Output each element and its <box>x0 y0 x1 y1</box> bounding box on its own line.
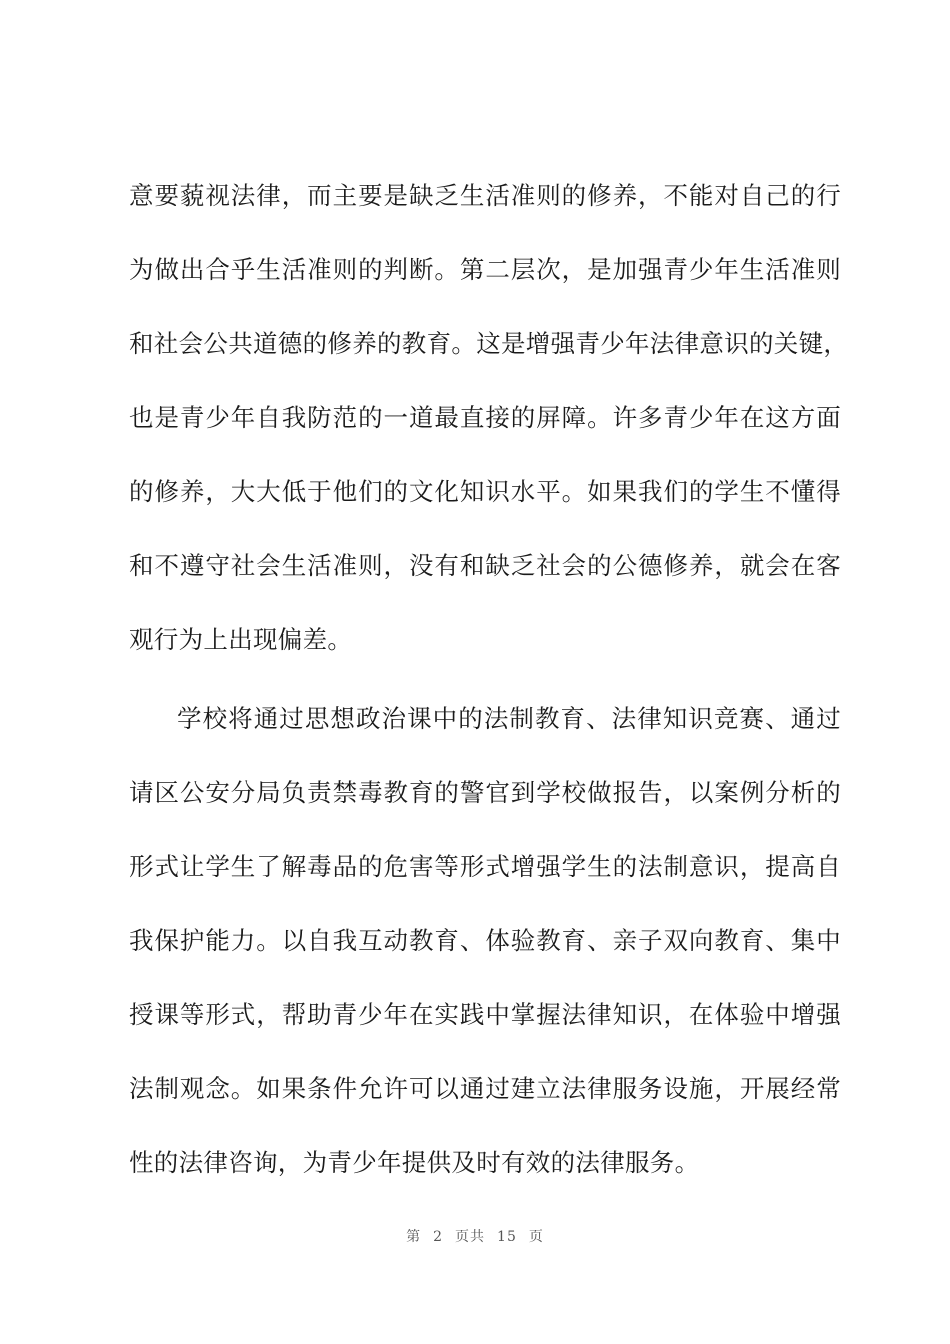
paragraph-line: 学校将通过思想政治课中的法制教育、法律知识竞赛、通过 <box>177 704 841 733</box>
footer-suffix: 页 <box>528 1229 544 1245</box>
paragraph-line: 和社会公共道德的修养的教育。这是增强青少年法律意识的关键， <box>129 329 849 358</box>
paragraph-line: 为做出合乎生活准则的判断。第二层次，是加强青少年生活准则 <box>129 255 841 284</box>
paragraph-line: 的修养，大大低于他们的文化知识水平。如果我们的学生不懂得 <box>129 477 841 506</box>
paragraph-line: 法制观念。如果条件允许可以通过建立法律服务设施，开展经常 <box>129 1074 841 1103</box>
paragraph-line: 请区公安分局负责禁毒教育的警官到学校做报告，以案例分析的 <box>129 778 841 807</box>
footer-middle: 页共 <box>455 1229 486 1245</box>
paragraph-line: 授课等形式，帮助青少年在实践中掌握法律知识，在体验中增强 <box>129 1000 841 1029</box>
page-footer <box>0 1226 950 1246</box>
paragraph-line: 也是青少年自我防范的一道最直接的屏障。许多青少年在这方面 <box>129 403 841 432</box>
footer-total-pages: 15 <box>497 1229 517 1245</box>
paragraph-line: 和不遵守社会生活准则，没有和缺乏社会的公德修养，就会在客 <box>129 551 841 580</box>
paragraph-line: 意要藐视法律，而主要是缺乏生活准则的修养，不能对自己的行 <box>129 181 841 210</box>
paragraph-line: 形式让学生了解毒品的危害等形式增强学生的法制意识，提高自 <box>129 852 841 881</box>
paragraph-line: 性的法律咨询，为青少年提供及时有效的法律服务。 <box>129 1148 700 1177</box>
footer-prefix: 第 <box>406 1229 422 1245</box>
paragraph-line: 观行为上出现偏差。 <box>129 625 353 654</box>
paragraph-line: 我保护能力。以自我互动教育、体验教育、亲子双向教育、集中 <box>129 926 841 955</box>
footer-page-number: 2 <box>433 1229 444 1245</box>
